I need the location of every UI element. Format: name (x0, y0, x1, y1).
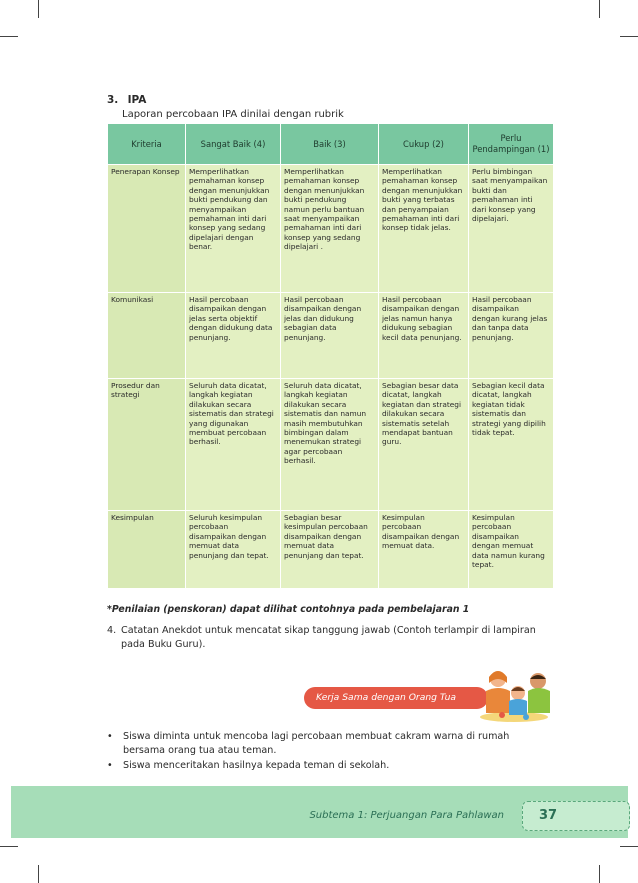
family-illustration-icon (474, 667, 552, 723)
section-number: 3. (107, 94, 119, 106)
crop-mark (38, 0, 39, 18)
crop-mark (599, 0, 600, 18)
crop-mark (620, 846, 638, 847)
crop-mark (599, 865, 600, 883)
table-cell: Seluruh kesimpulan percobaan disampaikan dengan memuat data penunjang dan tepat. (186, 511, 281, 589)
bullet-text: Siswa menceritakan hasilnya kepada teman di sekolah. (123, 760, 390, 771)
table-cell: Sebagian besar kesimpulan percobaan disampaikan dengan memuat data penunjang dan tepat. (281, 511, 379, 589)
table-row (108, 511, 554, 589)
list-item (107, 730, 547, 757)
page-number-box (522, 801, 630, 831)
table-cell: Seluruh data dicatat, langkah kegiatan dilakukan secara sistematis dan strategi yang digunakan membuat percobaan berhasil. (186, 379, 281, 511)
page-number: 37 (539, 808, 558, 823)
bullet-icon: • (107, 731, 113, 742)
item-number: 4. (107, 625, 117, 636)
bullet-text: Siswa diminta untuk mencoba lagi percobaan membuat cakram warna di rumah bersama orang tua atau teman. (123, 731, 510, 756)
header-baik: Baik (3) (281, 124, 379, 165)
table-cell: Prosedur dan strategi (108, 379, 186, 511)
table-cell: Komunikasi (108, 293, 186, 379)
bullet-icon: • (107, 760, 113, 771)
footer-subtheme: Subtema 1: Perjuangan Para Pahlawan (309, 810, 504, 821)
bullet-list (107, 730, 547, 775)
crop-mark (38, 865, 39, 883)
table-cell: Kesimpulan percobaan disampaikan dengan memuat data namun kurang tepat. (469, 511, 554, 589)
table-cell: Perlu bimbingan saat menyampaikan bukti dan pemahaman inti dari konsep yang dipelajari. (469, 165, 554, 293)
table-cell: Hasil percobaan disampaikan dengan jelas serta objektif dengan didukung data penunjang. (186, 293, 281, 379)
footer-band (11, 786, 628, 838)
table-cell: Memperlihatkan pemahaman konsep dengan menunjukkan bukti pendukung dan menyampaikan pemahaman inti dari konsep yang sedang dipelajari dengan benar. (186, 165, 281, 293)
assessment-note: *Penilaian (penskoran) dapat dilihat contohnya pada pembelajaran 1 (107, 604, 470, 615)
list-item (107, 759, 547, 773)
item-text: Catatan Anekdot untuk mencatat sikap tanggung jawab (Contoh terlampir di lampiran pada Buku Guru). (121, 625, 536, 650)
table-header-row (108, 124, 554, 165)
table-cell: Seluruh data dicatat, langkah kegiatan dilakukan secara sistematis dan namun masih membutuhkan bimbingan dalam menemukan strategi agar percobaan berhasil. (281, 379, 379, 511)
table-cell: Kesimpulan (108, 511, 186, 589)
crop-mark (620, 36, 638, 37)
table-cell: Memperlihatkan pemahaman konsep dengan menunjukkan bukti pendukung namun perlu bantuan saat menyampaikan pemahaman inti dari konsep yang sedang dipelajari . (281, 165, 379, 293)
crop-mark (0, 846, 18, 847)
table-cell: Hasil percobaan disampaikan dengan jelas namun hanya didukung sebagian kecil data penunjang. (379, 293, 469, 379)
table-cell: Penerapan Konsep (108, 165, 186, 293)
table-row (108, 379, 554, 511)
table-cell: Memperlihatkan pemahaman konsep dengan menunjukkan bukti yang terbatas dan penyampaian pemahaman inti dari konsep tidak jelas. (379, 165, 469, 293)
header-sangat-baik: Sangat Baik (4) (186, 124, 281, 165)
table-cell: Sebagian besar data dicatat, langkah kegiatan dan strategi dilakukan secara sistematis setelah mendapat bantuan guru. (379, 379, 469, 511)
header-cukup: Cukup (2) (379, 124, 469, 165)
table-cell: Hasil percobaan disampaikan dengan jelas dan didukung sebagian data penunjang. (281, 293, 379, 379)
list-item-4 (107, 624, 547, 652)
header-kriteria: Kriteria (108, 124, 186, 165)
table-row (108, 165, 554, 293)
table-cell: Sebagian kecil data dicatat, langkah kegiatan tidak sistematis dan strategi yang dipilih tidak tepat. (469, 379, 554, 511)
section-heading (107, 94, 146, 106)
rubric-table (107, 123, 554, 589)
table-cell: Kesimpulan percobaan disampaikan dengan memuat data. (379, 511, 469, 589)
table-cell: Hasil percobaan disampaikan dengan kurang jelas dan tanpa data penunjang. (469, 293, 554, 379)
section-subtitle: Laporan percobaan IPA dinilai dengan rubrik (122, 109, 344, 120)
banner-label: Kerja Sama dengan Orang Tua (304, 687, 488, 709)
table-row (108, 293, 554, 379)
parent-collab-banner (304, 667, 552, 723)
section-title: IPA (127, 94, 147, 106)
crop-mark (0, 36, 18, 37)
header-perlu-pendampingan: Perlu Pendampingan (1) (469, 124, 554, 165)
